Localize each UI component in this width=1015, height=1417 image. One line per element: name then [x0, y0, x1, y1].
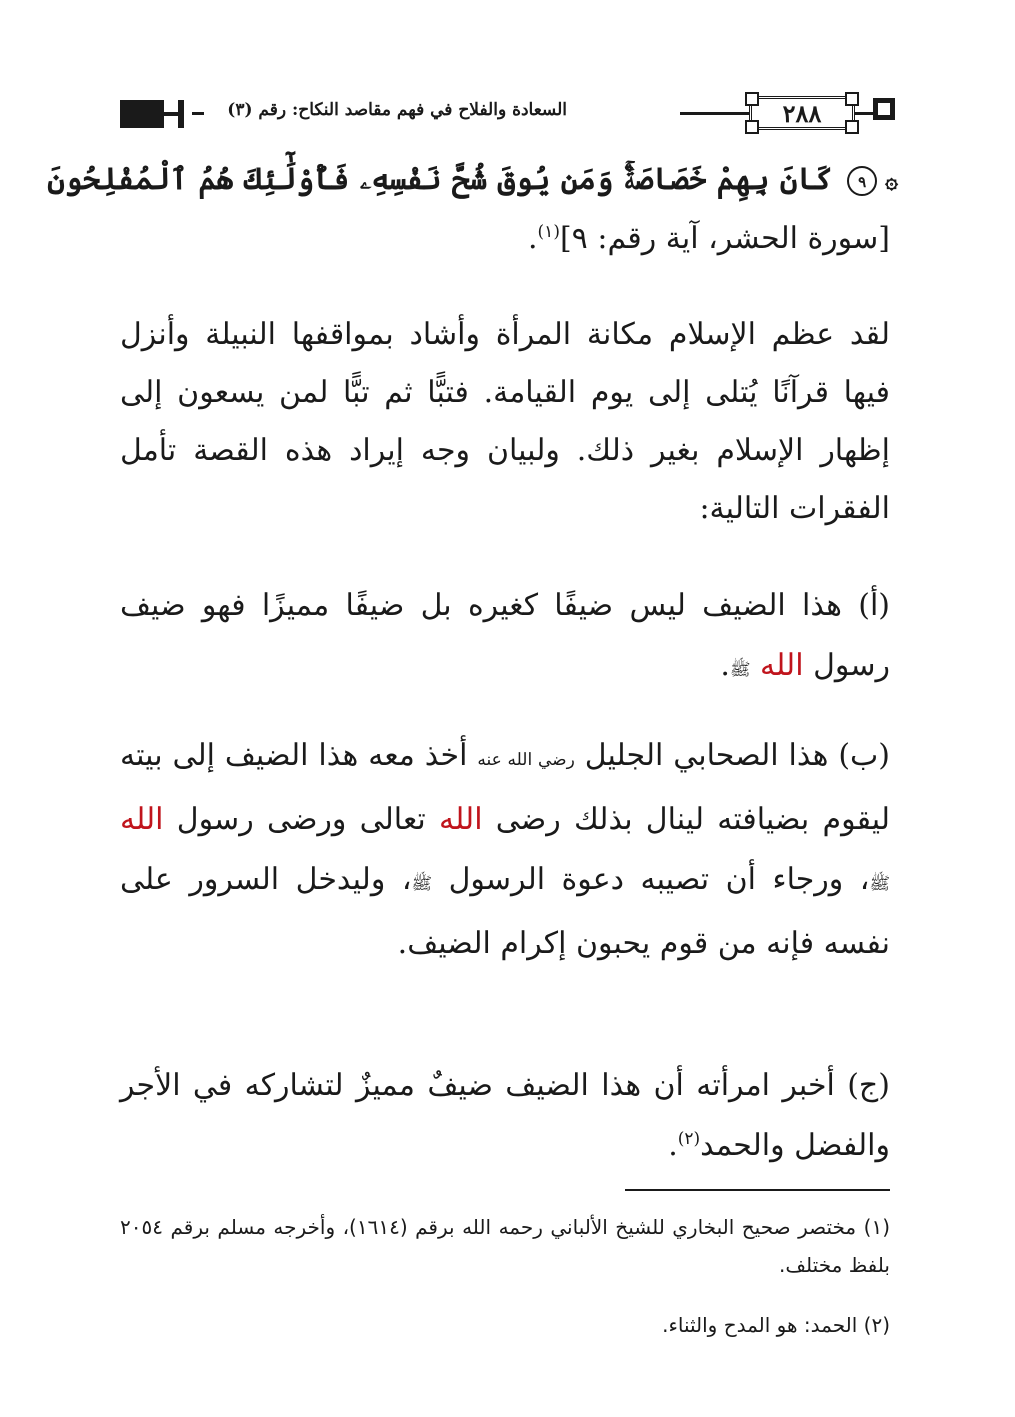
- salutation-glyph: ﷺ: [869, 874, 890, 894]
- allah-word-2: الله: [120, 802, 164, 837]
- footnote-2: (٢) الحمد: هو المدح والثناء.: [662, 1313, 890, 1337]
- footnote-ref-2[interactable]: (٢): [677, 1129, 701, 1149]
- footnote-1: (١) مختصر صحيح البخاري للشيخ الألباني رحمه الله برقم (١٦١٤)، وأخرجه مسلم برقم ٢٠٥٤ بلفظ مختلف.: [120, 1215, 890, 1277]
- item-text-3: تعالى ورضى رسول: [176, 802, 426, 837]
- footnote-ref-1[interactable]: (١): [537, 222, 560, 242]
- verse-end-ornament-icon: ۞: [885, 168, 898, 194]
- item-text: هذا الضيف ليس ضيفًا كغيره بل ضيفًا مميزًا فهو ضيف رسول: [120, 588, 890, 683]
- salutation-glyph-2: ﷺ: [411, 874, 433, 894]
- item-label: (ب): [838, 738, 890, 773]
- quran-verse: [47, 150, 902, 211]
- list-item-a: [120, 576, 890, 700]
- allah-word: الله: [439, 802, 483, 837]
- header-ornament-left: [120, 100, 190, 128]
- header-ornament-right: [873, 98, 895, 120]
- item-text-4: ، ورجاء أن تصيبه دعوة الرسول: [448, 862, 870, 897]
- item-text-2: أخذ معه هذا الضيف إلى بيته ليقوم بضيافته لينال بذلك رضى: [120, 738, 890, 837]
- list-item-b: [120, 726, 890, 974]
- item-label: (أ): [858, 588, 890, 623]
- item-label: (ج): [847, 1068, 890, 1103]
- verse-reference: [سورة الحشر، آية رقم: ٩]$^{(١)}$.: [527, 221, 890, 256]
- item-text-end: .: [668, 1128, 678, 1163]
- intro-paragraph: لقد عظم الإسلام مكانة المرأة وأشاد بمواقفها النبيلة وأنزل فيها قرآنًا يُتلى إلى يوم القيامة. فتبًّا ثم تبًّا لمن يسعون إلى إظهار الإسلام بغير ذلك. ولبيان وجه إيراد هذه القصة تأمل الفقرات التالية:: [120, 317, 890, 526]
- verse-reference-text: [سورة الحشر، آية رقم: ٩]: [559, 221, 890, 256]
- ayah-number: ٩: [858, 173, 867, 191]
- item-text: أخبر امرأته أن هذا الضيف ضيفٌ مميزٌ لتشاركه في الأجر والفضل والحمد: [120, 1068, 890, 1163]
- allah-word: الله: [760, 648, 804, 683]
- header-title: السعادة والفلاح في فهم مقاصد النكاح: رقم (٣): [227, 100, 567, 120]
- item-text: هذا الصحابي الجليل: [584, 738, 829, 773]
- page-number: [749, 96, 855, 130]
- page-number-text: ٢٨٨: [782, 98, 822, 128]
- item-text-5: ، وليدخل السرور على نفسه فإنه من قوم يحبون إكرام الضيف.: [120, 862, 890, 961]
- list-item-c: [120, 1056, 890, 1176]
- footnote-divider: [625, 1189, 890, 1191]
- salutation-glyph: ﷺ: [729, 660, 751, 680]
- ayah-number-mark: [847, 166, 877, 196]
- radi-glyph: رضي الله عنه: [477, 750, 575, 770]
- running-header: [120, 96, 895, 132]
- item-text-end: .: [720, 648, 730, 683]
- verse-text: كَانَ بِهِمْ خَصَاصَةٌۚ وَمَن يُوقَ شُحَّ نَفْسِهِۦ فَأُوْلَٰٓئِكَ هُمُ ٱلْمُفْلِحُونَ: [47, 162, 833, 197]
